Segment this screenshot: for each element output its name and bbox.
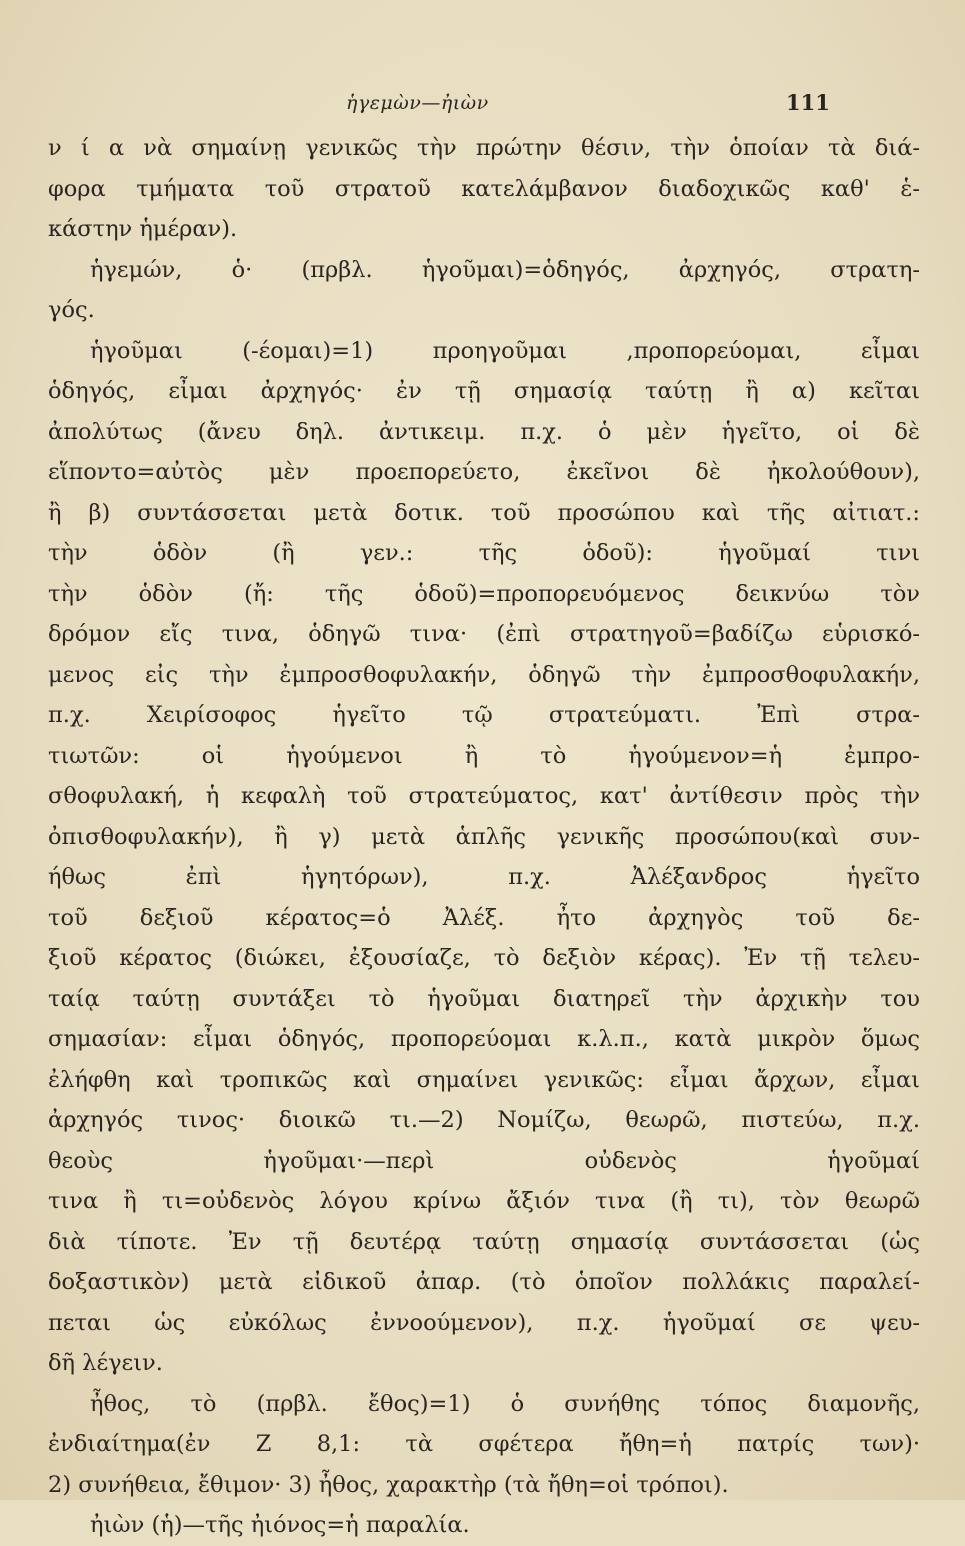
- text-line: κάστην ἡμέραν).: [48, 216, 238, 242]
- text-line: θεοὺς ἡγοῦμαι·—περὶ οὐδενὸς ἡγοῦμαί: [48, 1147, 920, 1174]
- text-line: ὁδηγός, εἶμαι ἀρχηγός· ἐν τῇ σημασίᾳ ταύτῃ ἢ α) κεῖται: [48, 378, 920, 404]
- text-line: τὴν ὁδὸν (ἤ: τῆς ὁδοῦ)=προπορευόμενος δεικνύω τὸν: [48, 580, 920, 607]
- text-line: δῆ λέγειν.: [48, 1350, 163, 1376]
- running-head: ἡγεμὼν—ἠιὼν: [346, 92, 489, 114]
- text-line: ἐνδιαίτημα(ἐν Ζ 8,1: τὰ σφέτερα ἤθη=ἡ πατρίς των)·: [48, 1431, 920, 1457]
- dictionary-text: [48, 128, 920, 1546]
- text-line: γός.: [48, 297, 95, 323]
- text-line: τὴν ὁδὸν (ἢ γεν.: τῆς ὁδοῦ): ἡγοῦμαί τινι: [48, 540, 920, 566]
- text-line: πεται ὡς εὐκόλως ἐννοούμενον), π.χ. ἡγοῦμαί σε ψευ-: [48, 1309, 920, 1336]
- text-line: ν ί α νὰ σημαίνῃ γενικῶς τὴν πρώτην θέσιν, τὴν ὁποίαν τὰ διά-: [48, 135, 920, 161]
- entry-line-ethos: ἦθος, τὸ (πρβλ. ἔθος)=1) ὁ συνήθης τόπος διαμονῆς,: [90, 1390, 920, 1417]
- entry-line-hegoumai: ἡγοῦμαι (-έομαι)=1) προηγοῦμαι ,προπορεύομαι, εἶμαι: [90, 337, 920, 364]
- text-line: ἐλήφθη καὶ τροπικῶς καὶ σημαίνει γενικῶς: εἶμαι ἄρχων, εἶμαι: [48, 1066, 920, 1093]
- page-header: [0, 92, 965, 122]
- text-line: δρόμον εἴς τινα, ὁδηγῶ τινα· (ἐπὶ στρατηγοῦ=βαδίζω εὑρισκό-: [48, 621, 920, 647]
- text-line: φορα τμήματα τοῦ στρατοῦ κατελάμβανον διαδοχικῶς καθ' ἑ-: [48, 175, 920, 202]
- text-line: ξιοῦ κέρατος (διώκει, ἐξουσίαζε, τὸ δεξιὸν κέρας). Ἐν τῇ τελευ-: [48, 945, 920, 971]
- entry-line-eion: ἠιὼν (ἡ)—τῆς ἠιόνος=ἡ παραλία.: [90, 1512, 470, 1538]
- text-line: 2) συνήθεια, ἔθιμον· 3) ἦθος, χαρακτὴρ (τὰ ἤθη=οἱ τρόποι).: [48, 1471, 729, 1498]
- text-line: ὀπισθοφυλακήν), ἢ γ) μετὰ ἁπλῆς γενικῆς προσώπου(καὶ συν-: [48, 823, 920, 850]
- text-line: ἀρχηγός τινος· διοικῶ τι.—2) Νομίζω, θεωρῶ, πιστεύω, π.χ.: [48, 1107, 920, 1133]
- text-line: ήθως ἐπὶ ἡγητόρων), π.χ. Ἀλέξανδρος ἡγεῖτο: [48, 864, 920, 890]
- text-line: σημασίαν: εἶμαι ὁδηγός, προπορεύομαι κ.λ.π., κατὰ μικρὸν ὅμως: [48, 1026, 920, 1052]
- text-line: π.χ. Χειρίσοφος ἡγεῖτο τῷ στρατεύματι. Ἐπὶ στρα-: [48, 702, 920, 728]
- text-line: ἀπολύτως (ἄνευ δηλ. ἀντικειμ. π.χ. ὁ μὲν ἡγεῖτο, οἱ δὲ: [48, 418, 920, 445]
- text-line: εἵποντο=αὐτὸς μὲν προεπορεύετο, ἐκεῖνοι δὲ ἠκολούθουν),: [48, 459, 920, 485]
- entry-line-hegemon: ἡγεμών, ὁ· (πρβλ. ἡγοῦμαι)=ὁδηγός, ἀρχηγός, στρατη-: [90, 256, 920, 283]
- text-line: ἢ β) συντάσσεται μετὰ δοτικ. τοῦ προσώπου καὶ τῆς αἰτιατ.:: [48, 499, 920, 526]
- text-line: τιωτῶν: οἱ ἡγούμενοι ἢ τὸ ἡγούμενον=ἡ ἐμπρο-: [48, 742, 920, 769]
- text-line: ταίᾳ ταύτῃ συντάξει τὸ ἡγοῦμαι διατηρεῖ τὴν ἀρχικὴν του: [48, 985, 920, 1012]
- text-line: δοξαστικὸν) μετὰ εἰδικοῦ ἀπαρ. (τὸ ὁποῖον πολλάκις παραλεί-: [48, 1269, 920, 1295]
- text-line: τοῦ δεξιοῦ κέρατος=ὁ Ἀλέξ. ἦτο ἀρχηγὸς τοῦ δε-: [48, 904, 920, 931]
- text-line: μενος εἰς τὴν ἐμπροσθοφυλακήν, ὁδηγῶ τὴν ἐμπροσθοφυλακήν,: [48, 661, 920, 688]
- text-line: διὰ τίποτε. Ἐν τῇ δευτέρᾳ ταύτῃ σημασίᾳ συντάσσεται (ὡς: [48, 1228, 920, 1255]
- page-number: 111: [786, 90, 830, 115]
- text-line: σθοφυλακή, ἡ κεφαλὴ τοῦ στρατεύματος, κατ' ἀντίθεσιν πρὸς τὴν: [48, 783, 920, 809]
- text-line: τινα ἢ τι=οὐδενὸς λόγου κρίνω ἄξιόν τινα (ἢ τι), τὸν θεωρῶ: [48, 1188, 920, 1214]
